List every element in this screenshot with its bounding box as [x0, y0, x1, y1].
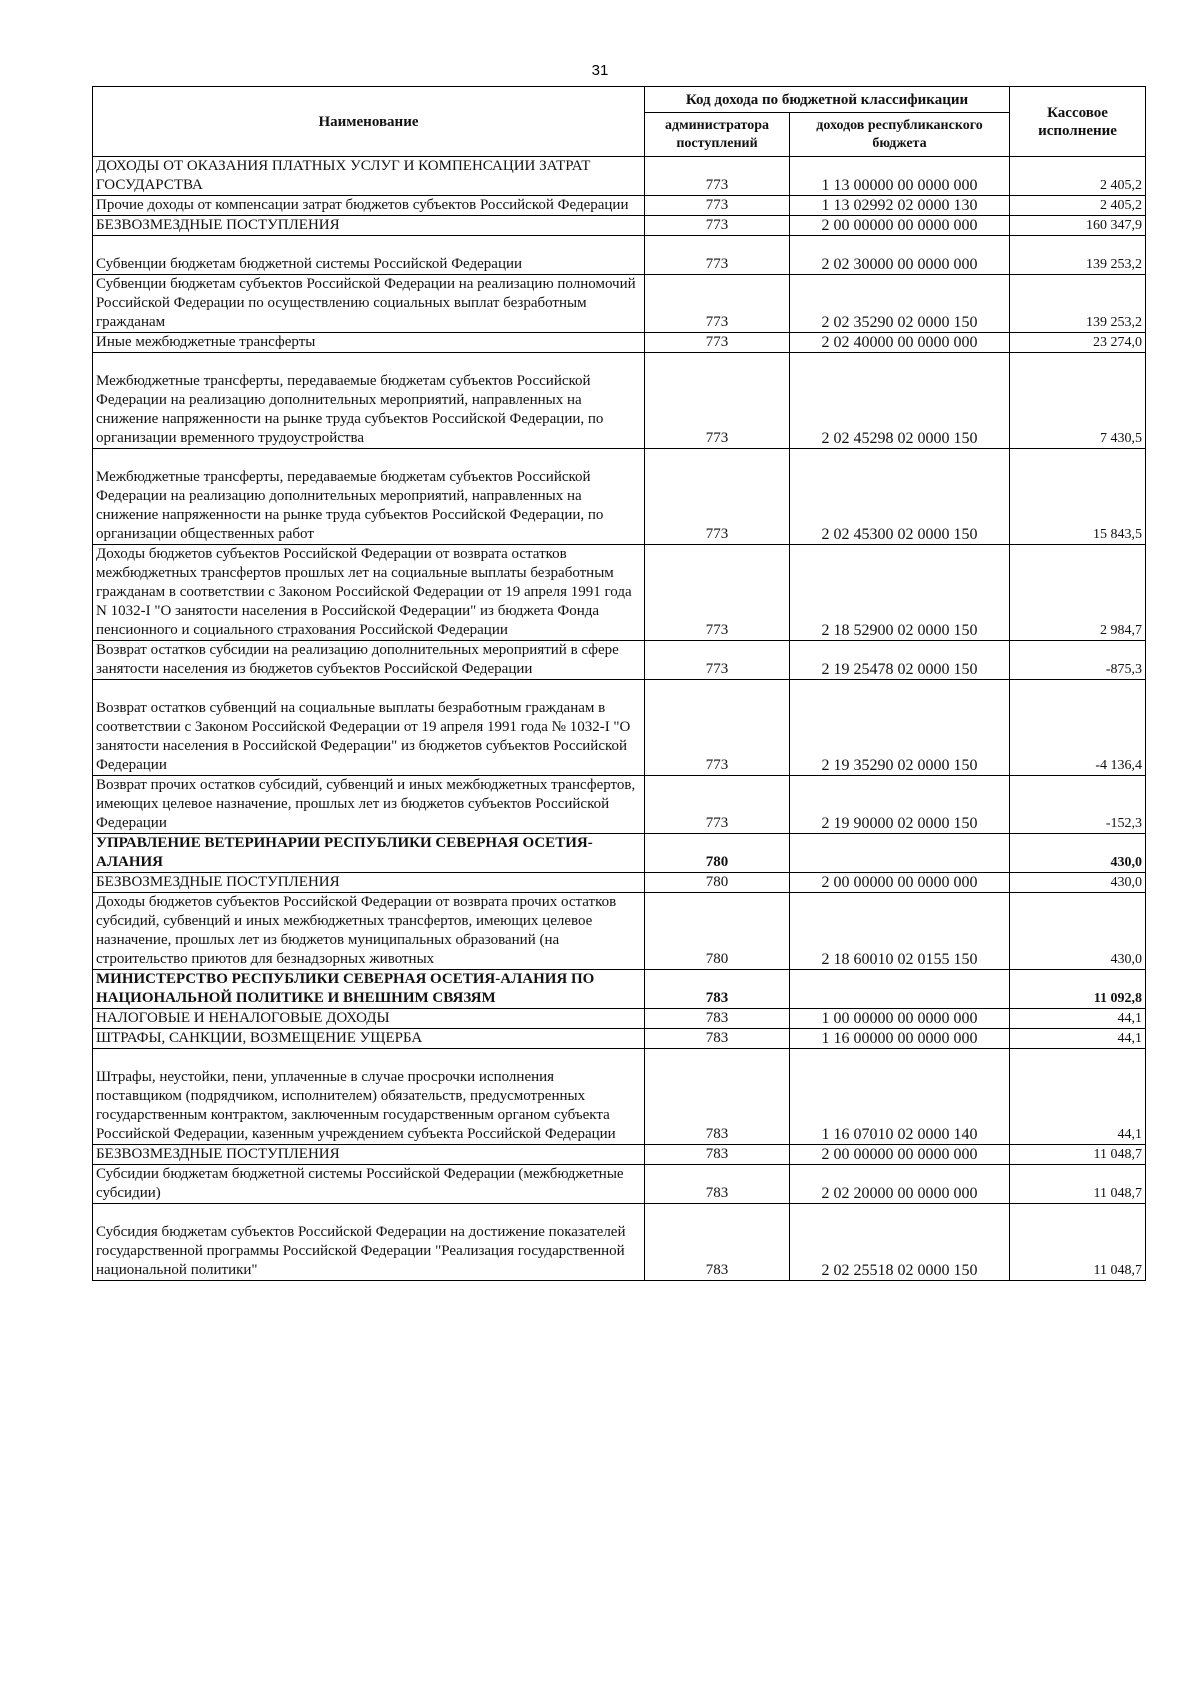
table-row — [93, 236, 1146, 275]
table-row — [93, 1165, 1146, 1204]
row-name: Возврат остатков субсидии на реализацию дополнительных мероприятий в сфере занятости населения из бюджетов субъектов Российской Федерации — [93, 641, 645, 680]
row-amount: 430,0 — [1010, 873, 1146, 893]
table-row — [93, 196, 1146, 216]
row-name: Субсидии бюджетам бюджетной системы Российской Федерации (межбюджетные субсидии) — [93, 1165, 645, 1204]
row-amount: 11 048,7 — [1010, 1165, 1146, 1204]
row-name: БЕЗВОЗМЕЗДНЫЕ ПОСТУПЛЕНИЯ — [93, 873, 645, 893]
row-amount: 15 843,5 — [1010, 449, 1146, 545]
table-row — [93, 275, 1146, 333]
row-amount: 11 048,7 — [1010, 1204, 1146, 1281]
row-name: Иные межбюджетные трансферты — [93, 333, 645, 353]
row-name: МИНИСТЕРСТВО РЕСПУБЛИКИ СЕВЕРНАЯ ОСЕТИЯ-АЛАНИЯ ПО НАЦИОНАЛЬНОЙ ПОЛИТИКЕ И ВНЕШНИМ СВЯЗЯМ — [93, 970, 645, 1009]
row-administrator: 773 — [645, 333, 790, 353]
row-name: ШТРАФЫ, САНКЦИИ, ВОЗМЕЩЕНИЕ УЩЕРБА — [93, 1029, 645, 1049]
row-name: БЕЗВОЗМЕЗДНЫЕ ПОСТУПЛЕНИЯ — [93, 1145, 645, 1165]
page-number: 31 — [591, 62, 609, 79]
row-income-code: 2 19 35290 02 0000 150 — [790, 680, 1010, 776]
row-amount: 44,1 — [1010, 1049, 1146, 1145]
column-header-administrator: администратора поступлений — [645, 113, 790, 157]
table-row — [93, 873, 1146, 893]
row-administrator: 783 — [645, 1009, 790, 1029]
table-row — [93, 776, 1146, 834]
row-amount: 7 430,5 — [1010, 353, 1146, 449]
row-administrator: 780 — [645, 893, 790, 970]
table-row — [93, 333, 1146, 353]
row-administrator: 773 — [645, 545, 790, 641]
row-name: Возврат прочих остатков субсидий, субвенций и иных межбюджетных трансфертов, имеющих целевое назначение, прошлых лет из бюджетов субъектов Российской Федерации — [93, 776, 645, 834]
row-income-code: 2 18 60010 02 0155 150 — [790, 893, 1010, 970]
row-income-code: 2 02 35290 02 0000 150 — [790, 275, 1010, 333]
row-amount: 430,0 — [1010, 834, 1146, 873]
row-amount: 139 253,2 — [1010, 275, 1146, 333]
row-income-code: 1 13 02992 02 0000 130 — [790, 196, 1010, 216]
row-administrator: 783 — [645, 1029, 790, 1049]
budget-income-table — [92, 86, 1146, 1281]
column-header-name: Наименование — [93, 87, 645, 157]
row-income-code: 2 00 00000 00 0000 000 — [790, 873, 1010, 893]
row-administrator: 773 — [645, 641, 790, 680]
column-header-code-group: Код дохода по бюджетной классификации — [645, 87, 1010, 113]
row-administrator: 773 — [645, 680, 790, 776]
row-amount: 2 984,7 — [1010, 545, 1146, 641]
row-name: Субвенции бюджетам субъектов Российской Федерации на реализацию полномочий Российской Федерации по осуществлению социальных выплат безработным гражданам — [93, 275, 645, 333]
row-income-code: 2 02 30000 00 0000 000 — [790, 236, 1010, 275]
column-header-income-code: доходов республиканского бюджета — [790, 113, 1010, 157]
row-name: УПРАВЛЕНИЕ ВЕТЕРИНАРИИ РЕСПУБЛИКИ СЕВЕРНАЯ ОСЕТИЯ-АЛАНИЯ — [93, 834, 645, 873]
table-row — [93, 641, 1146, 680]
row-income-code: 2 02 45300 02 0000 150 — [790, 449, 1010, 545]
row-administrator: 780 — [645, 873, 790, 893]
table-row — [93, 1009, 1146, 1029]
row-income-code: 1 16 07010 02 0000 140 — [790, 1049, 1010, 1145]
row-name: Возврат остатков субвенций на социальные выплаты безработным гражданам в соответствии с Законом Российской Федерации от 19 апреля 1991 года № 1032-I "О занятости населения в Российской Федерации" из бюджетов субъектов Российской Федерации — [96, 700, 631, 773]
row-administrator: 783 — [645, 1165, 790, 1204]
row-name: Штрафы, неустойки, пени, уплаченные в случае просрочки исполнения поставщиком (подрядчиком, исполнителем) обязательств, предусмотренных государственным контрактом, заключенным государственным органом субъекта Российской Федерации, казенным учреждением субъекта Российской Федерации — [96, 1069, 616, 1142]
table-row — [93, 353, 1146, 449]
table-row — [93, 970, 1146, 1009]
row-administrator: 773 — [645, 196, 790, 216]
table-row — [93, 157, 1146, 196]
row-administrator: 780 — [645, 834, 790, 873]
row-administrator: 783 — [645, 1204, 790, 1281]
row-income-code: 2 18 52900 02 0000 150 — [790, 545, 1010, 641]
row-amount: -875,3 — [1010, 641, 1146, 680]
row-amount: 44,1 — [1010, 1009, 1146, 1029]
table-row — [93, 1204, 1146, 1281]
row-income-code: 2 02 20000 00 0000 000 — [790, 1165, 1010, 1204]
table-row — [93, 216, 1146, 236]
row-name: ДОХОДЫ ОТ ОКАЗАНИЯ ПЛАТНЫХ УСЛУГ И КОМПЕНСАЦИИ ЗАТРАТ ГОСУДАРСТВА — [93, 157, 645, 196]
row-administrator: 783 — [645, 1145, 790, 1165]
row-amount: 139 253,2 — [1010, 236, 1146, 275]
row-income-code: 2 02 40000 00 0000 000 — [790, 333, 1010, 353]
row-income-code: 1 00 00000 00 0000 000 — [790, 1009, 1010, 1029]
table-row — [93, 1049, 1146, 1145]
row-income-code: 2 02 45298 02 0000 150 — [790, 353, 1010, 449]
row-amount: 11 092,8 — [1010, 970, 1146, 1009]
row-income-code: 2 02 25518 02 0000 150 — [790, 1204, 1010, 1281]
row-amount: 11 048,7 — [1010, 1145, 1146, 1165]
table-row — [93, 680, 1146, 776]
row-name: Межбюджетные трансферты, передаваемые бюджетам субъектов Российской Федерации на реализацию дополнительных мероприятий, направленных на снижение напряженности на рынке труда субъектов Российской Федерации, по организации временного трудоустройства — [96, 373, 604, 446]
table-row — [93, 834, 1146, 873]
row-name: Прочие доходы от компенсации затрат бюджетов субъектов Российской Федерации — [93, 196, 645, 216]
row-administrator: 773 — [645, 157, 790, 196]
row-administrator: 773 — [645, 353, 790, 449]
table-row — [93, 545, 1146, 641]
row-income-code: 2 00 00000 00 0000 000 — [790, 1145, 1010, 1165]
row-name: БЕЗВОЗМЕЗДНЫЕ ПОСТУПЛЕНИЯ — [93, 216, 645, 236]
table-row — [93, 1145, 1146, 1165]
row-income-code — [790, 970, 1010, 1009]
row-income-code: 1 13 00000 00 0000 000 — [790, 157, 1010, 196]
row-amount: 2 405,2 — [1010, 196, 1146, 216]
table-row — [93, 893, 1146, 970]
row-income-code — [790, 834, 1010, 873]
row-administrator: 783 — [645, 1049, 790, 1145]
row-administrator: 773 — [645, 275, 790, 333]
row-amount: 2 405,2 — [1010, 157, 1146, 196]
row-amount: 160 347,9 — [1010, 216, 1146, 236]
row-name: Доходы бюджетов субъектов Российской Федерации от возврата прочих остатков субсидий, субвенций и иных межбюджетных трансфертов, имеющих целевое назначение, прошлых лет из бюджетов муниципальных образований (на строительство приютов для безнадзорных животных — [93, 893, 645, 970]
row-amount: 23 274,0 — [1010, 333, 1146, 353]
row-name: Субвенции бюджетам бюджетной системы Российской Федерации — [96, 256, 523, 272]
row-name: НАЛОГОВЫЕ И НЕНАЛОГОВЫЕ ДОХОДЫ — [93, 1009, 645, 1029]
row-name: Субсидия бюджетам субъектов Российской Федерации на достижение показателей государственной программы Российской Федерации "Реализация государственной национальной политики" — [96, 1224, 626, 1278]
row-administrator: 773 — [645, 449, 790, 545]
row-income-code: 2 19 90000 02 0000 150 — [790, 776, 1010, 834]
row-administrator: 773 — [645, 776, 790, 834]
row-income-code: 1 16 00000 00 0000 000 — [790, 1029, 1010, 1049]
row-income-code: 2 19 25478 02 0000 150 — [790, 641, 1010, 680]
row-amount: -152,3 — [1010, 776, 1146, 834]
row-amount: -4 136,4 — [1010, 680, 1146, 776]
row-administrator: 773 — [645, 216, 790, 236]
row-administrator: 773 — [645, 236, 790, 275]
row-name: Межбюджетные трансферты, передаваемые бюджетам субъектов Российской Федерации на реализацию дополнительных мероприятий, направленных на снижение напряженности на рынке труда субъектов Российской Федерации, по организации общественных работ — [96, 469, 604, 542]
column-header-execution: Кассовое исполнение — [1010, 87, 1146, 157]
table-row — [93, 449, 1146, 545]
row-name: Доходы бюджетов субъектов Российской Федерации от возврата остатков межбюджетных трансфертов прошлых лет на социальные выплаты безработным гражданам в соответствии с Законом Российской Федерации от 19 апреля 1991 года N 1032-I "О занятости населения в Российской Федерации" из бюджета Фонда пенсионного и социального страхования Российской Федерации — [93, 545, 645, 641]
table-row — [93, 1029, 1146, 1049]
row-administrator: 783 — [645, 970, 790, 1009]
row-amount: 430,0 — [1010, 893, 1146, 970]
row-amount: 44,1 — [1010, 1029, 1146, 1049]
row-income-code: 2 00 00000 00 0000 000 — [790, 216, 1010, 236]
